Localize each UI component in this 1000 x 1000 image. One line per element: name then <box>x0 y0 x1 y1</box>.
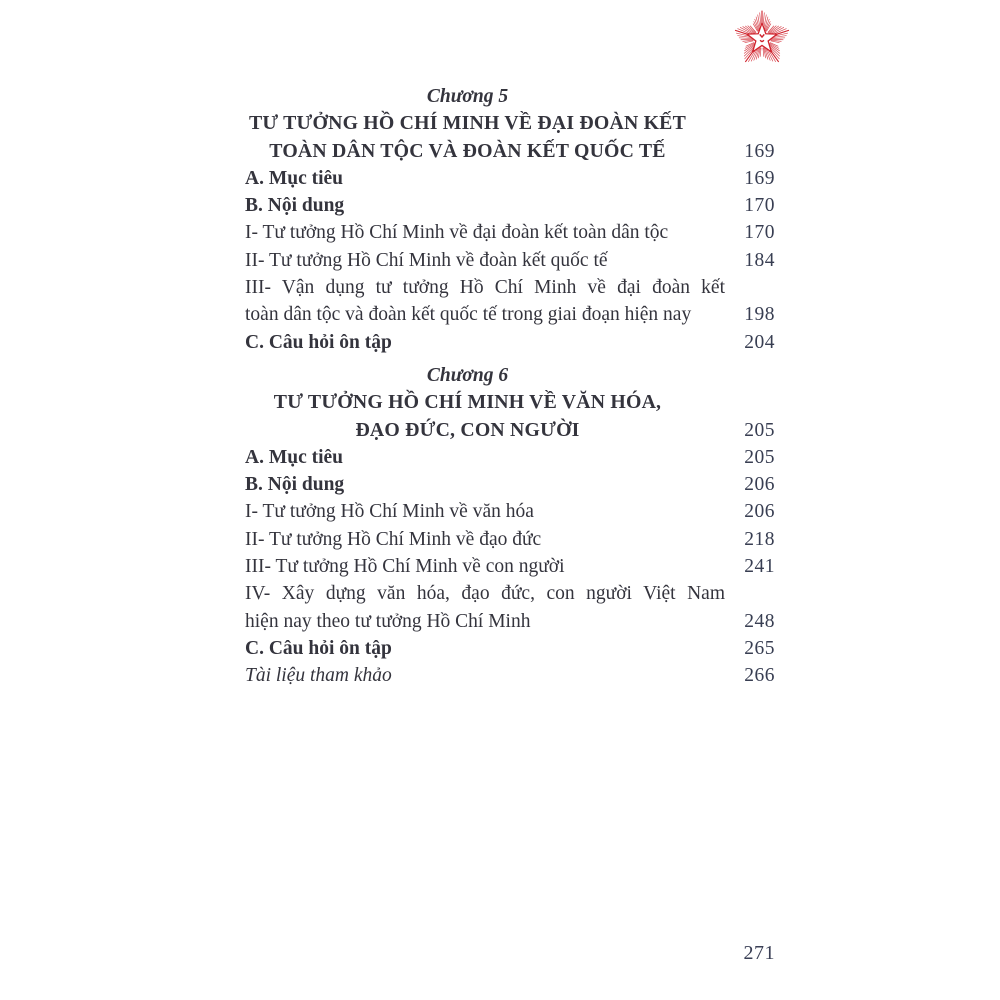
page-number: 206 <box>744 474 775 496</box>
chapter5-title-1: TƯ TƯỞNG HỒ CHÍ MINH VỀ ĐẠI ĐOÀN KẾT <box>249 112 686 135</box>
toc-chapter5-title-line1 <box>245 110 775 137</box>
toc-entry-text: A. Mục tiêu <box>245 446 344 468</box>
chapter6-label: Chương 6 <box>426 364 509 386</box>
chapter5-title-2: TOÀN DÂN TỘC VÀ ĐOÀN KẾT QUỐC TẾ <box>269 139 666 162</box>
toc-row <box>245 165 775 192</box>
toc-row-wrapped-line1 <box>245 274 775 301</box>
toc-chapter6-label-row <box>245 362 775 389</box>
toc-row <box>245 553 775 580</box>
toc-entry-text: C. Câu hỏi ôn tập <box>245 331 392 353</box>
page-number: 198 <box>744 304 775 326</box>
page-number: 205 <box>744 419 775 441</box>
toc-entry-text: hiện nay theo tư tưởng Hồ Chí Minh <box>245 610 531 632</box>
toc-entry-text: B. Nội dung <box>245 195 345 217</box>
toc-entry-text: III- Tư tưởng Hồ Chí Minh về con người <box>245 556 565 578</box>
red-starburst-emblem-icon <box>729 6 795 72</box>
toc-row <box>245 471 775 498</box>
toc-entry-text: I- Tư tưởng Hồ Chí Minh về văn hóa <box>245 501 534 523</box>
toc-row <box>245 498 775 525</box>
page-number: 218 <box>744 528 775 550</box>
page-number: 248 <box>744 610 775 632</box>
page-number: 266 <box>744 665 775 687</box>
toc-entry-text: II- Tư tưởng Hồ Chí Minh về đạo đức <box>245 528 542 550</box>
toc-row <box>245 526 775 553</box>
toc-row-wrapped-line2 <box>245 608 775 635</box>
toc-entry-text: II- Tư tưởng Hồ Chí Minh về đoàn kết quốc tế <box>245 249 608 271</box>
toc-row <box>245 219 775 246</box>
toc-chapter6-title-line1 <box>245 389 775 416</box>
page-number: 204 <box>744 331 775 353</box>
page-number: 241 <box>744 556 775 578</box>
toc-row <box>245 192 775 219</box>
table-of-contents <box>245 83 775 690</box>
toc-row <box>245 444 775 471</box>
toc-row <box>245 247 775 274</box>
chapter5-label: Chương 5 <box>426 86 509 107</box>
chapter6-title-2: ĐẠO ĐỨC, CON NGƯỜI <box>355 418 580 441</box>
toc-entry-text: Tài liệu tham khảo <box>245 665 392 687</box>
page-number: 206 <box>744 501 775 523</box>
page-number: 169 <box>744 140 775 162</box>
page-number: 170 <box>744 222 775 244</box>
toc-row-references <box>245 662 775 689</box>
toc-entry-text: A. Mục tiêu <box>245 167 344 189</box>
toc-entry-text: I- Tư tưởng Hồ Chí Minh về đại đoàn kết toàn dân tộc <box>245 222 669 244</box>
toc-chapter5-title-line2 <box>245 138 775 165</box>
toc-row-wrapped-line1 <box>245 580 775 607</box>
page-number: 170 <box>744 195 775 217</box>
toc-entry-text: IV- Xây dựng văn hóa, đạo đức, con người Việt Nam <box>245 583 725 605</box>
toc-entry-text: III- Vận dụng tư tưởng Hồ Chí Minh về đại đoàn kết <box>245 277 725 299</box>
toc-entry-text: B. Nội dung <box>245 474 345 496</box>
toc-entry-text: toàn dân tộc và đoàn kết quốc tế trong giai đoạn hiện nay <box>245 304 692 326</box>
page-footer-number: 271 <box>743 942 775 964</box>
page-number: 265 <box>744 637 775 659</box>
page-number: 184 <box>744 249 775 271</box>
toc-chapter5-label-row <box>245 83 775 110</box>
toc-row <box>245 329 775 356</box>
toc-entry-text: C. Câu hỏi ôn tập <box>245 637 392 659</box>
chapter6-title-1: TƯ TƯỞNG HỒ CHÍ MINH VỀ VĂN HÓA, <box>273 391 662 414</box>
toc-row-wrapped-line2 <box>245 301 775 328</box>
page-number: 169 <box>744 167 775 189</box>
page-number: 205 <box>744 446 775 468</box>
toc-row <box>245 635 775 662</box>
toc-chapter6-title-line2 <box>245 417 775 444</box>
